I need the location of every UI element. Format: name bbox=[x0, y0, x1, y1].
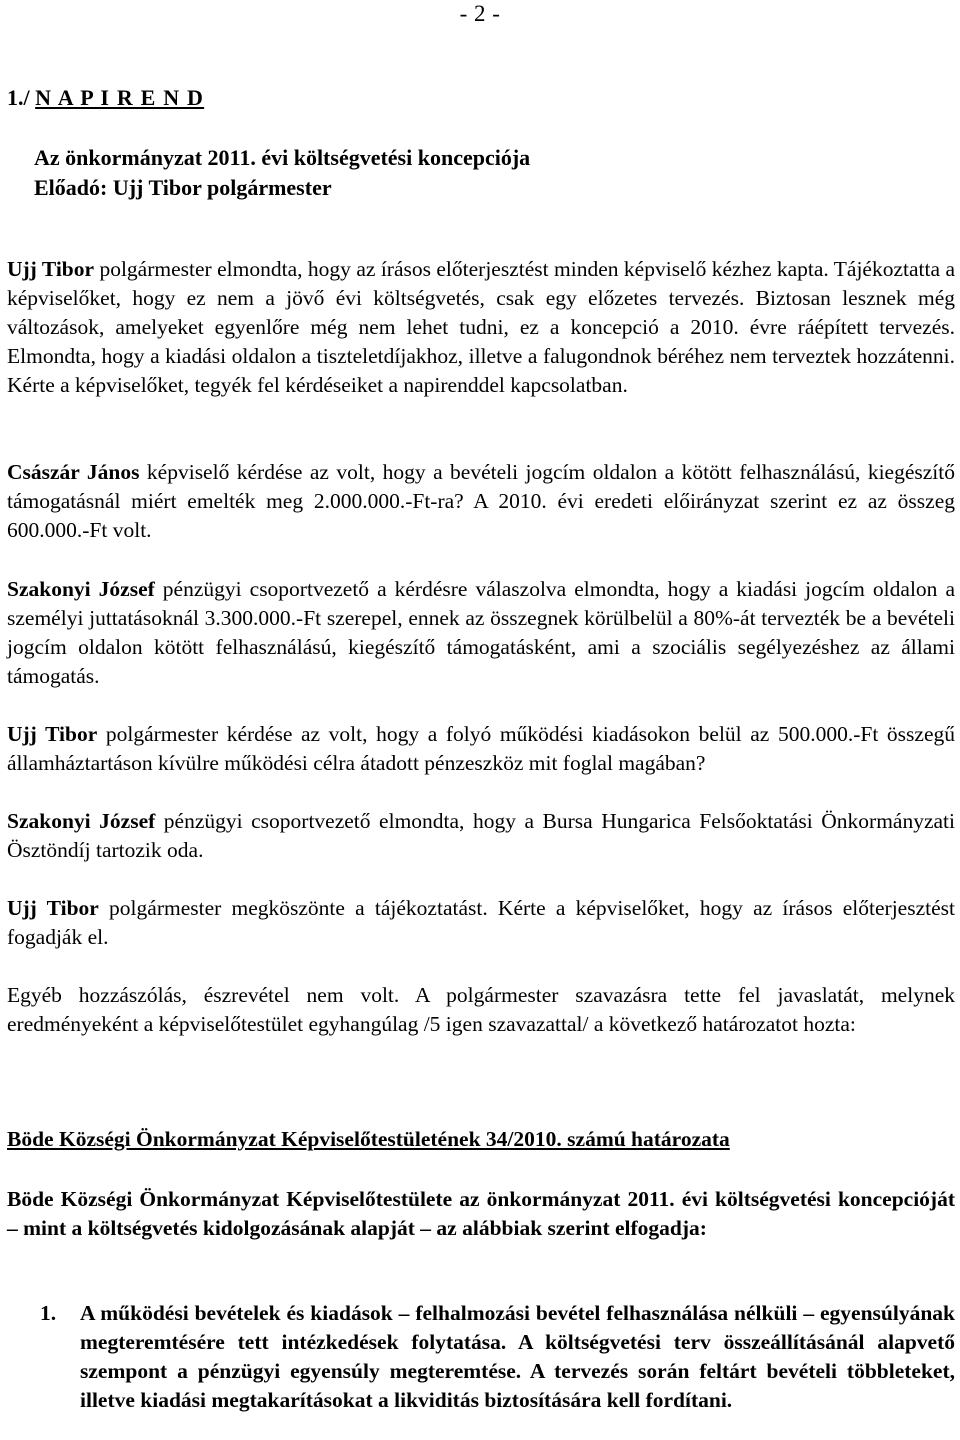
paragraph-text: pénzügyi csoportvezető elmondta, hogy a Bursa Hungarica Felsőoktatási Önkormányzati Ösztöndíj tartozik oda. bbox=[7, 809, 955, 862]
agenda-title: Az önkormányzat 2011. évi költségvetési koncepciója bbox=[34, 145, 531, 170]
paragraph-text: képviselő kérdése az volt, hogy a bevételi jogcím oldalon a kötött felhasználású, kiegészítő támogatásnál miért emelték meg 2.000.000.-Ft-ra? A 2010. évi eredeti előirányzat szerint ez az összeg 600.000.-Ft volt. bbox=[7, 460, 955, 542]
list-item-number: 1. bbox=[40, 1301, 57, 1325]
paragraph-text: polgármester kérdése az volt, hogy a folyó működési kiadásokon belül az 500.000.-Ft összegű államháztartáson kívülre működési célra átadott pénzeszköz mit foglal magában? bbox=[7, 722, 955, 775]
speaker-name: Ujj Tibor bbox=[7, 257, 95, 281]
paragraph-text: Egyéb hozzászólás, észrevétel nem volt. A polgármester szavazásra tette fel javaslatát, melynek eredményeként a képviselőtestület egyhangúlag /5 igen szavazattal/ a következő határozatot hozta: bbox=[7, 983, 955, 1036]
paragraph bbox=[7, 255, 955, 400]
speaker-name: Szakonyi József bbox=[7, 809, 156, 833]
paragraph bbox=[7, 894, 955, 952]
list-item bbox=[40, 1299, 955, 1415]
paragraph bbox=[7, 575, 955, 691]
agenda-block bbox=[34, 143, 530, 203]
resolution-body: Böde Községi Önkormányzat Képviselőtestülete az önkormányzat 2011. évi költségvetési koncepcióját – mint a költségvetés kidolgozásának alapját – az alábbiak szerint elfogadja: bbox=[7, 1187, 955, 1240]
agenda-presenter: Előadó: Ujj Tibor polgármester bbox=[34, 175, 332, 200]
paragraph bbox=[7, 458, 955, 545]
list-item-text: A működési bevételek és kiadások – felhalmozási bevétel felhasználása nélküli – egyensúlyának megteremtésére tett intézkedések folytatása. A költségvetési terv összeállításánál alapvető szempont a pénzügyi egyensúly megteremtése. A tervezés során feltárt bevételi többleteket, illetve kiadási megtakarításokat a likviditás biztosítására kell fordítani. bbox=[80, 1301, 955, 1412]
paragraph bbox=[7, 720, 955, 778]
section-title: N A P I R E N D bbox=[35, 85, 205, 110]
paragraph bbox=[7, 981, 955, 1039]
speaker-name: Ujj Tibor bbox=[7, 722, 98, 746]
resolution-title: Böde Községi Önkormányzat Képviselőtestületének 34/2010. számú határozata bbox=[7, 1127, 730, 1151]
section-heading bbox=[7, 83, 204, 113]
paragraph-text: pénzügyi csoportvezető a kérdésre válaszolva elmondta, hogy a kiadási jogcím oldalon a személyi juttatásoknál 3.300.000.-Ft szerepel, ennek az összegnek körülbelül a 80%-át tervezték be a bevételi jogcím oldalon kötött felhasználású, kiegészítő támogatásként, ami a szociális segélyezéshez az állami támogatás. bbox=[7, 577, 955, 688]
paragraph bbox=[7, 807, 955, 865]
paragraph-text: polgármester megköszönte a tájékoztatást. Kérte a képviselőket, hogy az írásos előterjesztést fogadják el. bbox=[7, 896, 955, 949]
speaker-name: Császár János bbox=[7, 460, 140, 484]
speaker-name: Ujj Tibor bbox=[7, 896, 99, 920]
speaker-name: Szakonyi József bbox=[7, 577, 155, 601]
paragraph-text: polgármester elmondta, hogy az írásos előterjesztést minden képviselő kézhez kapta. Tájékoztatta a képviselőket, hogy ez nem a jövő évi költségvetés, csak egy előzetes tervezés. Biztosan lesznek még változások, amelyeket egyenlőre még nem lehet tudni, ez a koncepció a 2010. évre ráépített tervezés. Elmondta, hogy a kiadási oldalon a tiszteletdíjakhoz, illetve a falugondnok béréhez nem terveztek hozzátenni. Kérte a képviselőket, tegyék fel kérdéseiket a napirenddel kapcsolatban. bbox=[7, 257, 955, 397]
resolution-list bbox=[40, 1299, 955, 1415]
page-number: - 2 - bbox=[459, 1, 501, 26]
section-number: 1./ bbox=[7, 85, 30, 110]
